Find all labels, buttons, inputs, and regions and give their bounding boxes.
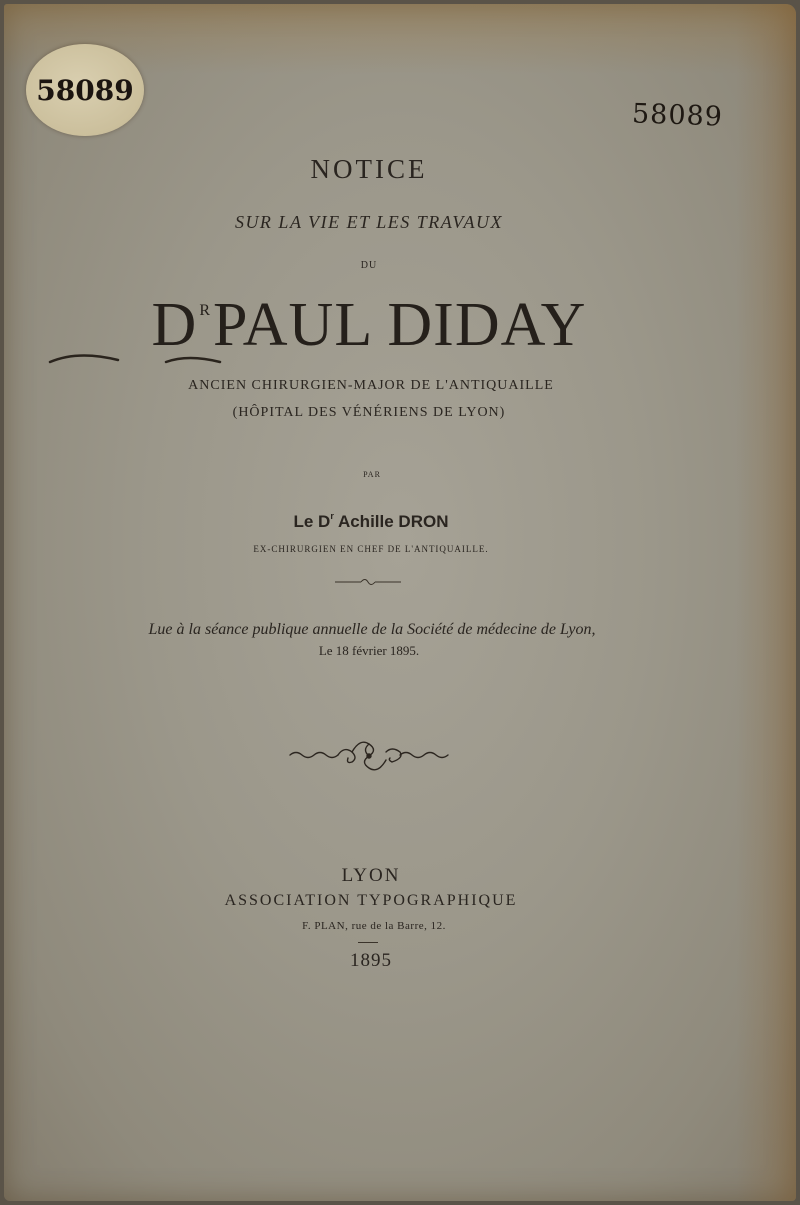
author-title: EX-CHIRURGIEN EN CHEF DE L'ANTIQUAILLE. [253,544,489,554]
imprint-publisher: ASSOCIATION TYPOGRAPHIQUE [224,892,518,909]
reading-note: Lue à la séance publique annuelle de la Société de médecine de Lyon, [148,621,596,638]
stamp-number: 58089 [36,73,134,107]
title-subtitle: SUR LA VIE ET LES TRAVAUX [234,212,504,232]
imprint-city: LYON [341,865,401,886]
imprint-divider [358,942,378,943]
author-name [4,511,771,532]
title-name-main: PAUL DIDAY [212,291,587,359]
author-prefix-sup: r [330,511,334,521]
author-main-name: Achille DRON [337,512,449,531]
author-prefix: Le D [293,512,331,531]
book-cover [4,4,796,1201]
flourish-ornament-icon [288,734,450,776]
reading-date: Le 18 février 1895. [318,643,420,658]
description-line1: ANCIEN CHIRURGIEN-MAJOR DE L'ANTIQUAILLE [188,378,554,393]
pencil-swash-icon [48,344,228,374]
description-line2: (HÔPITAL DES VÉNÉRIENS DE LYON) [232,405,506,420]
author-par: PAR [363,470,381,479]
library-stamp [26,44,144,136]
title-du: DU [360,260,378,271]
title-name-prefix-sup: R [199,302,211,319]
imprint-address: F. PLAN, rue de la Barre, 12. [302,920,446,932]
handwritten-number: 58089 [631,98,724,133]
title-name-prefix: D [151,291,198,359]
imprint-year: 1895 [350,950,392,971]
title-notice: NOTICE [310,154,428,184]
small-divider-ornament-icon [335,576,401,588]
